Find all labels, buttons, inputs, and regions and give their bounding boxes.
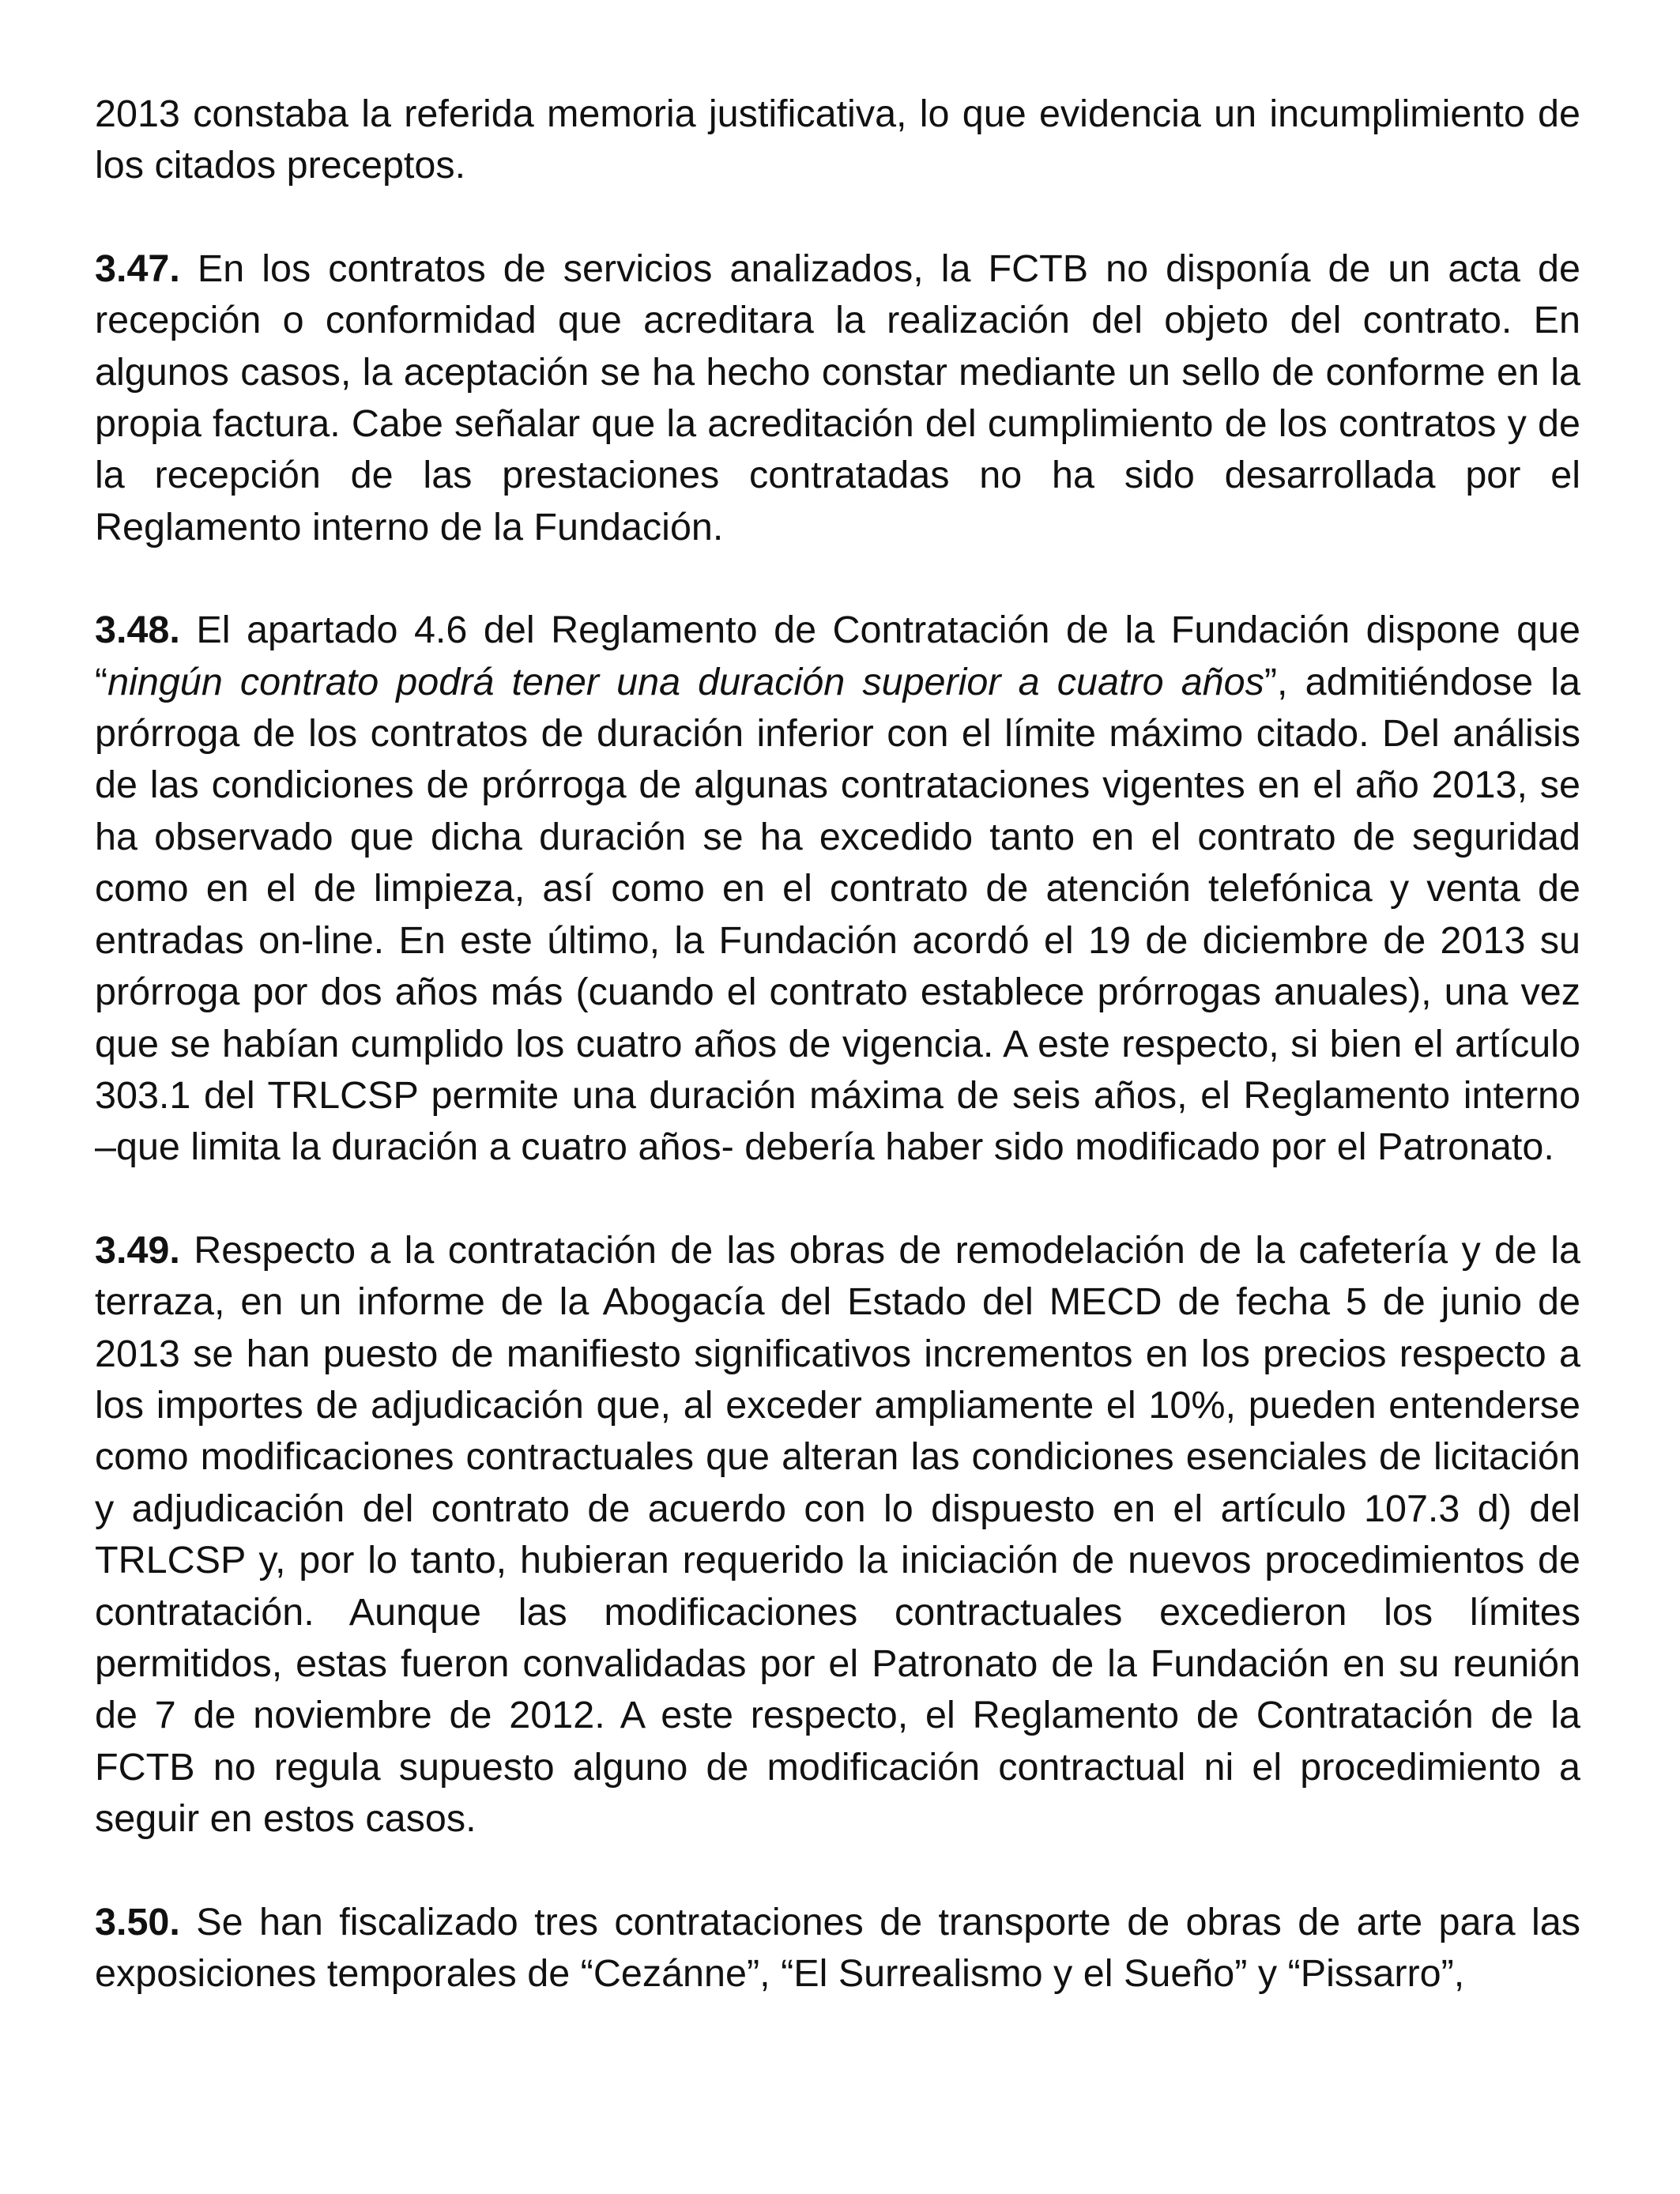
paragraph-text: 2013 constaba la referida memoria justificativa, lo que evidencia un incumplimiento de los citados preceptos. bbox=[95, 92, 1580, 187]
paragraph-text-b: ”, admitiéndose la prórroga de los contratos de duración inferior con el límite máximo citado. Del análisis de las condiciones de prórroga de algunas contrataciones vigentes en el año 2013, se ha observado que dicha duración se ha excedido tanto en el contrato de seguridad como en el de limpieza, así como en el contrato de atención telefónica y venta de entradas on-line. En este último, la Fundación acordó el 19 de diciembre de 2013 su prórroga por dos años más (cuando el contrato establece prórrogas anuales), una vez que se habían cumplido los cuatro años de vigencia. A este respecto, si bien el artículo 303.1 del TRLCSP permite una duración máxima de seis años, el Reglamento interno –que limita la duración a cuatro años- debería haber sido modificado por el Patronato. bbox=[95, 660, 1580, 1169]
paragraph-text: Respecto a la contratación de las obras de remodelación de la cafetería y de la terraza, en un informe de la Abogacía del Estado del MECD de fecha 5 de junio de 2013 se han puesto de manifiesto significativos incrementos en los precios respecto a los importes de adjudicación que, al exceder ampliamente el 10%, pueden entenderse como modificaciones contractuales que alteran las condiciones esenciales de licitación y adjudicación del contrato de acuerdo con lo dispuesto en el artículo 107.3 d) del TRLCSP y, por lo tanto, hubieran requerido la iniciación de nuevos procedimientos de contratación. Aunque las modificaciones contractuales excedieron los límites permitidos, estas fueron convalidadas por el Patronato de la Fundación en su reunión de 7 de noviembre de 2012. A este respecto, el Reglamento de Contratación de la FCTB no regula supuesto alguno de modificación contractual ni el procedimiento a seguir en estos casos. bbox=[95, 1228, 1580, 1841]
paragraph-3-49 bbox=[95, 1225, 1580, 1845]
paragraph-intro bbox=[95, 89, 1580, 192]
paragraph-3-47 bbox=[95, 243, 1580, 553]
document-page bbox=[95, 89, 1580, 2051]
paragraph-text: En los contratos de servicios analizados, la FCTB no disponía de un acta de recepción o conformidad que acreditara la realización del objeto del contrato. En algunos casos, la aceptación se ha hecho constar mediante un sello de conforme en la propia factura. Cabe señalar que la acreditación del cumplimiento de los contratos y de la recepción de las prestaciones contratadas no ha sido desarrollada por el Reglamento interno de la Fundación. bbox=[95, 247, 1580, 548]
paragraph-number: 3.49. bbox=[95, 1228, 180, 1272]
paragraph-3-48 bbox=[95, 605, 1580, 1173]
italic-quote: ningún contrato podrá tener una duración superior a cuatro años bbox=[107, 660, 1264, 703]
paragraph-text-a: El apartado 4.6 del Reglamento de Contratación de la Fundación dispone que “ bbox=[95, 609, 1580, 703]
paragraph-number: 3.50. bbox=[95, 1900, 180, 1943]
paragraph-text: Se han fiscalizado tres contrataciones de transporte de obras de arte para las exposiciones temporales de “Cezánne”, “El Surrealismo y el Sueño” y “Pissarro”, bbox=[95, 1900, 1580, 1995]
paragraph-number: 3.47. bbox=[95, 247, 180, 290]
paragraph-3-50 bbox=[95, 1897, 1580, 2000]
paragraph-number: 3.48. bbox=[95, 609, 180, 652]
